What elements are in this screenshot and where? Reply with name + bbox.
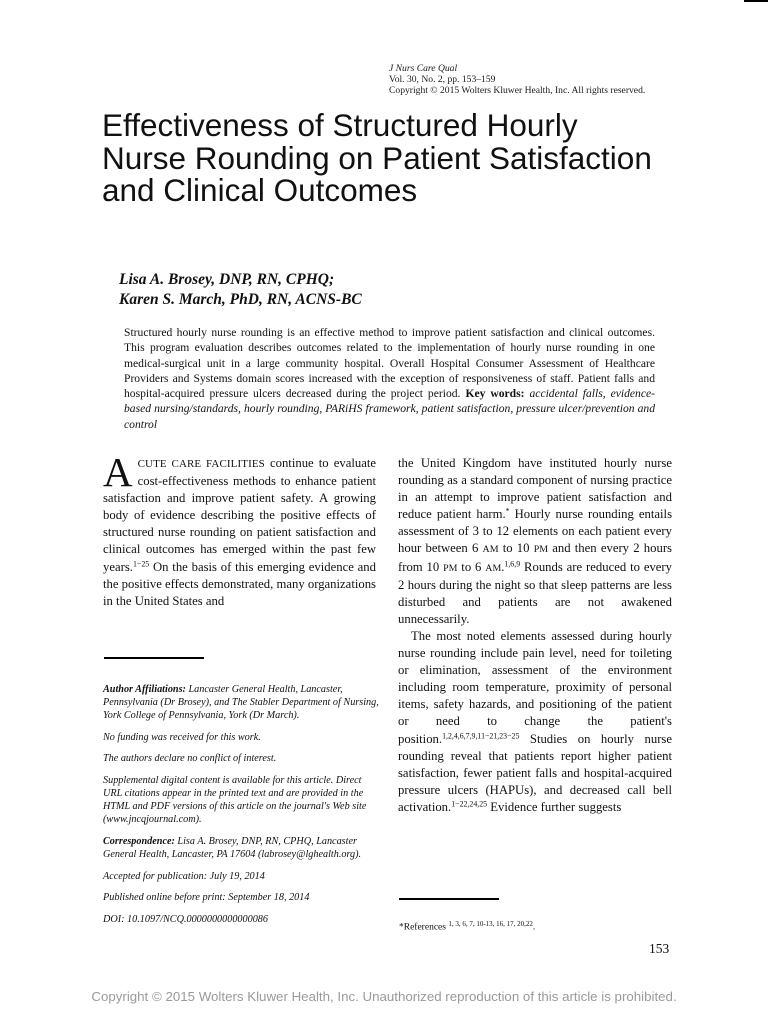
author-list [119,270,362,310]
accepted-date: Accepted for publication: July 19, 2014 [103,870,265,882]
author-affiliations [103,683,379,722]
references-footnote [399,920,535,933]
left-column [103,449,376,610]
citation: 1−25 [132,558,150,568]
body-paragraph-1 [398,455,672,628]
body-text: . [501,559,505,574]
correspondence-label: Correspondence: [103,835,175,847]
intro-text-b: On the basis of this emerging evidence and the positive effects demonstrated, many organizations in the United States and [103,559,376,608]
corner-mark [744,0,768,2]
body-text: the United Kingdom have instituted hourly nurse rounding as a standard component of nursing practice in an attempt to improve patient satisfaction and reduce patient harm. [398,456,672,522]
abstract-text: Structured hourly nurse rounding is an effective method to improve patient satisfaction and clinical outcomes. This program evaluation describes outcomes related to the implementation of hourly nurse rounding in one medical-surgical unit in a large community hospital. Overall Hospital Consumer Assessment of Healthcare Providers and Systems domain scores increased with the exception of responsiveness of staff. Patient falls and hospital-acquired pressure ulcers decreased during the project period. [124,326,655,401]
supplemental-note: Supplemental digital content is available for this article. Direct URL citations appear in the printed text and are provided in the HTML and PDF versions of this article on the journal's Web site (www.jncqjournal.com). [103,774,367,826]
affiliations-label: Author Affiliations: [103,684,186,695]
body-text: to 10 [498,541,534,556]
body-text: to 6 [457,559,486,574]
time-am: AM [485,562,502,574]
footnote-refs: 1, 3, 6, 7, 10-13, 16, 17, 20,22 [448,920,533,928]
intro-paragraph [103,449,376,610]
author-2: Karen S. March, PhD, RN, ACNS-BC [119,291,362,308]
citation: 1,2,4,6,7,9,11−21,23−25 [442,730,520,740]
keywords: accidental falls, evidence-based nursing/standards, hourly rounding, PARiHS framework, patient satisfaction, pressure ulcer/prevention and control [124,387,656,431]
lead-caps: CUTE CARE FACILITIES [137,458,265,470]
bottom-copyright: Copyright © 2015 Wolters Kluwer Health, Inc. Unauthorized reproduction of this article is prohibited. [91,989,677,1004]
body-paragraph-2 [398,628,672,816]
journal-volume: Vol. 30, No. 2, pp. 153–159 [389,74,496,85]
funding-note: No funding was received for this work. [103,731,261,743]
journal-info [389,63,645,96]
correspondence [103,835,379,861]
page-number: 153 [649,941,670,956]
time-pm: PM [533,544,549,556]
body-text: The most noted elements assessed during hourly nurse rounding include pain level, need for toileting or elimination, assessment of the environment including room temperature, proximity of personal items, safety hazards, and positioning of the patient or need to change the patient's position. [398,628,672,746]
author-1: Lisa A. Brosey, DNP, RN, CPHQ; [119,271,335,288]
body-text: Rounds are reduced to every 2 hours during the night so that sleep patterns are less disturbed and patients are not awakened unnecessarily. [398,559,672,626]
body-text: Evidence further suggests [487,799,622,814]
body-text: Studies on hourly nurse rounding reveal that patients report higher patient satisfaction, fewer patient falls and hospital-acquired pressure ulcers (HAPUs), and decreased call bell activation. [398,731,672,814]
correspondence-text: Lisa A. Brosey, DNP, RN, CPHQ, Lancaster General Health, Lancaster, PA 17604 (labrosey@lghealth.org). [103,835,362,860]
time-pm: PM [443,562,458,574]
conflict-note: The authors declare no conflict of interest. [103,753,277,765]
journal-name: J Nurs Care Qual [389,63,458,74]
affiliations-text: Lancaster General Health, Lancaster, Pennsylvania (Dr Brosey), and The Stabler Department of Nursing, York College of Pennsylvania, York (Dr March). [103,684,379,722]
time-am: AM [482,544,499,556]
body-text: Hourly nurse rounding entails assessment of 3 to 12 elements on each patient every hour between 6 [398,507,673,556]
right-column [398,455,672,816]
journal-copyright: Copyright © 2015 Wolters Kluwer Health, Inc. All rights reserved. [389,85,646,96]
citation: 1−22,24,25 [451,799,488,809]
keywords-label: Key words: [465,387,525,401]
article-title: Effectiveness of Structured Hourly Nurse Rounding on Patient Satisfaction and Clinical Outcomes [102,107,652,208]
footnote-marker: * [505,506,510,516]
published-date: Published online before print: September 18, 2014 [103,892,310,904]
article-notes [103,683,379,934]
citation: 1,6,9 [504,558,521,568]
doi: DOI: 10.1097/NCQ.0000000000000086 [103,913,268,925]
abstract [124,325,655,432]
footnote-label: *References [399,922,446,933]
drop-cap: A [103,449,133,495]
footnote-divider-right [399,898,499,900]
footnote-divider-left [104,657,204,659]
footnote-end: . [532,922,536,933]
body-text: and then every 2 hours from 10 [398,541,672,574]
intro-text-a: continue to evaluate cost-effectiveness methods to enhance patient satisfaction and improve patient safety. A growing body of evidence describing the positive effects of structured nurse rounding on patient satisfaction and clinical outcomes has emerged within the past few years. [103,456,376,574]
